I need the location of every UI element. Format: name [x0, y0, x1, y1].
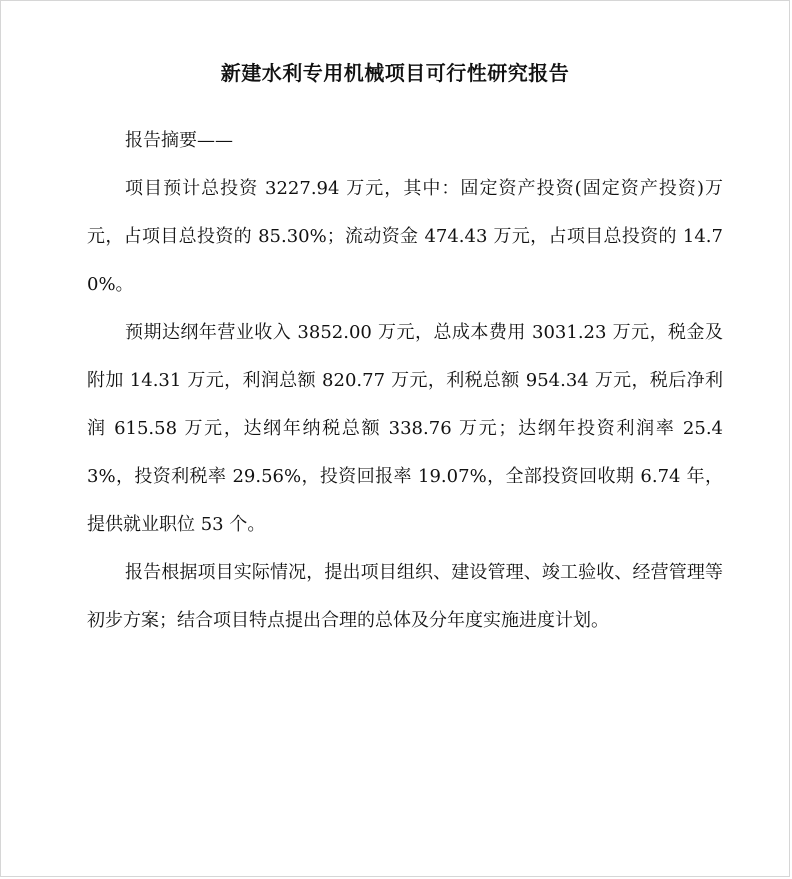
investment-paragraph: 项目预计总投资 3227.94 万元，其中：固定资产投资(固定资产投资)万元，占项目总投资的 85.30%；流动资金 474.43 万元，占项目总投资的 14.70%。: [87, 178, 723, 295]
document-body: [87, 117, 723, 645]
summary-heading: 报告摘要——: [125, 130, 233, 151]
plan-paragraph: 报告根据项目实际情况，提出项目组织、建设管理、竣工验收、经营管理等初步方案；结合项目特点提出合理的总体及分年度实施进度计划。: [87, 562, 723, 631]
revenue-paragraph: 预期达纲年营业收入 3852.00 万元，总成本费用 3031.23 万元，税金及附加 14.31 万元，利润总额 820.77 万元，利税总额 954.34 万元，税后净利润 615.58 万元，达纲年纳税总额 338.76 万元；达纲年投资利润率 25.43%，投资利税率 29.56%，投资回报率 19.07%，全部投资回收期 6.74 年，提供就业职位 53 个。: [87, 322, 723, 535]
document-title: 新建水利专用机械项目可行性研究报告: [220, 61, 570, 85]
